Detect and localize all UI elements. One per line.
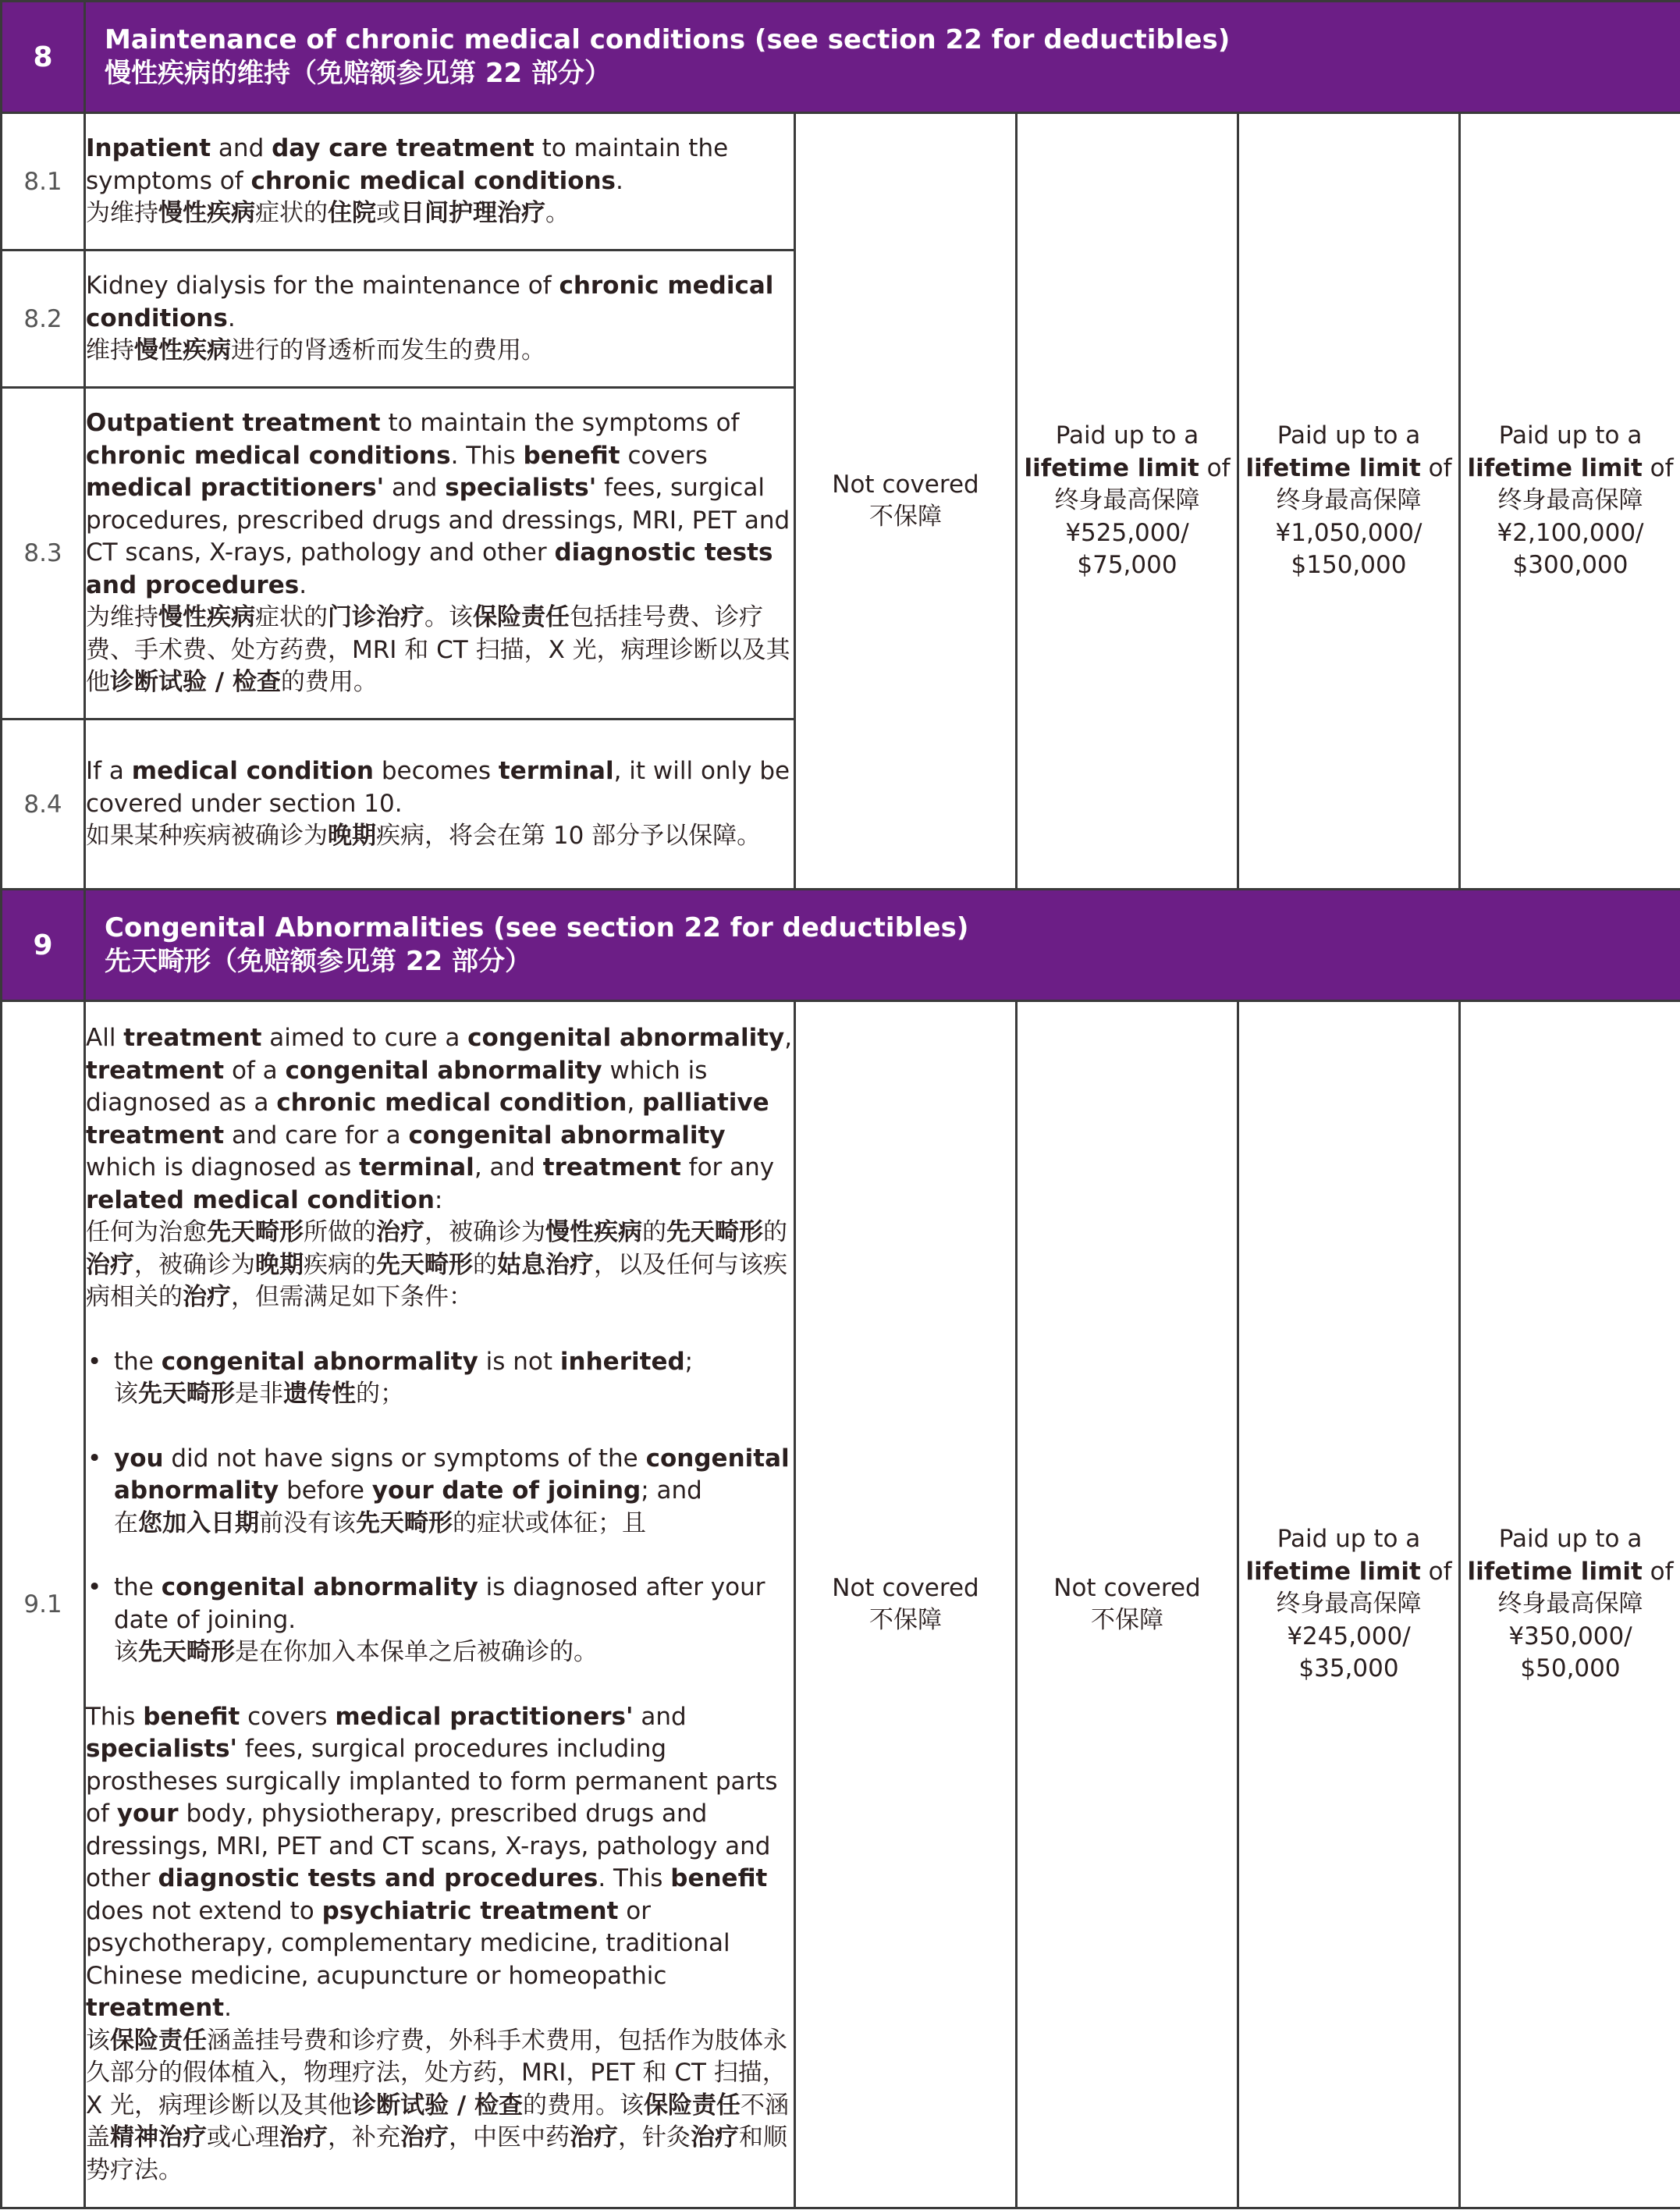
- benefit-limit-cny: ¥2,100,000/: [1497, 518, 1644, 547]
- benefit-lifetime-limit: lifetime limit: [1024, 453, 1199, 482]
- benefit-of: of: [1199, 453, 1231, 482]
- section-title: [85, 890, 1680, 1001]
- row-number: 8.1: [2, 113, 85, 250]
- benefit-limit-usd: $150,000: [1291, 551, 1407, 580]
- row-number: 8.2: [2, 250, 85, 388]
- description-zh: 为维持慢性疾病症状的门诊治疗。该保险责任包括挂号费、诊疗费、手术费、处方药费，MRI 和 CT 扫描，X 光，病理诊断以及其他诊断试验 / 检查的费用。: [86, 603, 790, 697]
- plan3-benefit: [1238, 113, 1460, 890]
- benefit-lifetime-limit: lifetime limit: [1467, 1557, 1643, 1586]
- plan1-benefit: [795, 1001, 1017, 2208]
- benefit-of: of: [1420, 1557, 1452, 1586]
- benefit-lifetime-limit: lifetime limit: [1467, 453, 1643, 482]
- condition-en: the congenital abnormality is diagnosed after your date of joining.: [114, 1573, 765, 1634]
- plan4-benefit: [1460, 113, 1680, 890]
- list-item: [86, 1346, 794, 1443]
- description-zh: 维持慢性疾病进行的肾透析而发生的费用。: [86, 336, 545, 365]
- benefit-paid-label: Paid up to a: [1498, 421, 1643, 450]
- benefit-paid-label: Paid up to a: [1277, 421, 1421, 450]
- description-en: Outpatient treatment to maintain the symptoms of chronic medical conditions. This benefit covers medical practitioners' and specialists' fees, surgical procedures, prescribed drugs and dressings, MRI, PET and CT scans, X-rays, pathology and other diagnostic tests and procedures.: [86, 409, 790, 599]
- benefit-text-zh: 终身最高保障: [1054, 486, 1200, 515]
- condition-zh: 该先天畸形是非遗传性的；: [114, 1380, 404, 1408]
- plan2-benefit: [1017, 1001, 1238, 2208]
- benefit-of: of: [1642, 453, 1674, 482]
- row-description: [85, 250, 795, 388]
- section-title-en: Congenital Abnormalities (see section 22 for deductibles): [105, 912, 969, 943]
- section-header-9: [2, 890, 1680, 1001]
- benefit-text-zh: 不保障: [869, 503, 942, 531]
- benefit-text-en: Not covered: [832, 1573, 979, 1602]
- row-description: [85, 1001, 795, 2208]
- benefit-limit-usd: $50,000: [1520, 1654, 1621, 1683]
- description-en: Inpatient and day care treatment to maintain the symptoms of chronic medical conditions.: [86, 134, 729, 195]
- description-en: If a medical condition becomes terminal, it will only be covered under section 10.: [86, 757, 790, 818]
- benefit-text-zh: 不保障: [1091, 1606, 1163, 1634]
- condition-zh: 在您加入日期前没有该先天畸形的症状或体征；且: [114, 1508, 646, 1537]
- description-outro-zh: 该保险责任涵盖挂号费和诊疗费，外科手术费用，包括作为肢体永久部分的假体植入，物理疗法，处方药，MRI，PET 和 CT 扫描，X 光，病理诊断以及其他诊断试验 / 检查的费用。该保险责任不涵盖精神治疗或心理治疗，补充治疗，中医中药治疗，针灸治疗和顺势疗法。: [86, 2026, 790, 2184]
- condition-en: the congenital abnormality is not inherited;: [114, 1347, 694, 1376]
- benefit-of: of: [1420, 453, 1452, 482]
- benefit-lifetime-limit: lifetime limit: [1245, 1557, 1421, 1586]
- conditions-list: [86, 1346, 794, 1669]
- description-en: Kidney dialysis for the maintenance of chronic medical conditions.: [86, 272, 774, 332]
- section-title-zh: 慢性疾病的维持（免赔额参见第 22 部分）: [105, 58, 611, 89]
- benefit-limit-cny: ¥525,000/: [1065, 518, 1189, 547]
- benefit-limit-usd: $75,000: [1077, 551, 1177, 580]
- benefit-text-en: Not covered: [832, 470, 979, 499]
- description-zh: 如果某种疾病被确诊为晚期疾病，将会在第 10 部分予以保障。: [86, 822, 762, 851]
- benefit-limit-cny: ¥1,050,000/: [1275, 518, 1422, 547]
- description-zh: 为维持慢性疾病症状的住院或日间护理治疗。: [86, 199, 570, 228]
- benefit-paid-label: Paid up to a: [1498, 1525, 1643, 1554]
- benefit-text-zh: 不保障: [869, 1606, 942, 1634]
- description-outro-en: This benefit covers medical practitioners' and specialists' fees, surgical procedures including prostheses surgically implanted to form permanent parts of your body, physiotherapy, prescribed drugs and dressings, MRI, PET and CT scans, X-rays, pathology and other diagnostic tests and procedures. This benefit does not extend to psychiatric treatment or psychotherapy, complementary medicine, traditional Chinese medicine, acupuncture or homeopathic treatment.: [86, 1702, 778, 2022]
- section-title-zh: 先天畸形（免赔额参见第 22 部分）: [105, 946, 531, 977]
- table-row-9-1: [2, 1001, 1680, 2208]
- benefit-text-zh: 终身最高保障: [1497, 1590, 1643, 1618]
- row-number: 9.1: [2, 1001, 85, 2208]
- section-number: 8: [2, 2, 85, 113]
- plan4-benefit: [1460, 1001, 1680, 2208]
- benefit-limit-usd: $300,000: [1512, 551, 1628, 580]
- benefit-limit-cny: ¥350,000/: [1508, 1622, 1632, 1650]
- plan3-benefit: [1238, 1001, 1460, 2208]
- benefit-text-zh: 终身最高保障: [1497, 486, 1643, 515]
- benefit-text-zh: 终身最高保障: [1276, 486, 1422, 515]
- benefit-lifetime-limit: lifetime limit: [1245, 453, 1421, 482]
- description-intro-en: All treatment aimed to cure a congenital abnormality, treatment of a congenital abnormality which is diagnosed as a chronic medical condition, palliative treatment and care for a congenital abnormality which is diagnosed as terminal, and treatment for any related medical condition:: [86, 1024, 793, 1214]
- row-description: [85, 388, 795, 719]
- row-number: 8.4: [2, 719, 85, 890]
- row-description: [85, 719, 795, 890]
- description-intro-zh: 任何为治愈先天畸形所做的治疗，被确诊为慢性疾病的先天畸形的治疗，被确诊为晚期疾病的先天畸形的姑息治疗，以及任何与该疾病相关的治疗，但需满足如下条件：: [86, 1218, 787, 1311]
- benefit-paid-label: Paid up to a: [1277, 1525, 1421, 1554]
- row-description: [85, 113, 795, 250]
- plan1-benefit: [795, 113, 1017, 890]
- condition-en: you did not have signs or symptoms of the congenital abnormality before your date of joining; and: [114, 1444, 790, 1505]
- condition-zh: 该先天畸形是在你加入本保单之后被确诊的。: [114, 1638, 598, 1666]
- section-title-en: Maintenance of chronic medical conditions (see section 22 for deductibles): [105, 24, 1231, 55]
- list-item: [86, 1443, 794, 1572]
- plan2-benefit: [1017, 113, 1238, 890]
- benefit-of: of: [1642, 1557, 1674, 1586]
- benefit-limit-cny: ¥245,000/: [1287, 1622, 1411, 1650]
- table-row-8-1: [2, 113, 1680, 250]
- benefit-limit-usd: $35,000: [1298, 1654, 1399, 1683]
- section-header-8: [2, 2, 1680, 113]
- benefit-paid-label: Paid up to a: [1055, 421, 1199, 450]
- benefit-text-en: Not covered: [1053, 1573, 1201, 1602]
- section-title: [85, 2, 1680, 113]
- list-item: [86, 1572, 794, 1669]
- row-number: 8.3: [2, 388, 85, 719]
- benefit-text-zh: 终身最高保障: [1276, 1590, 1422, 1618]
- section-number: 9: [2, 890, 85, 1001]
